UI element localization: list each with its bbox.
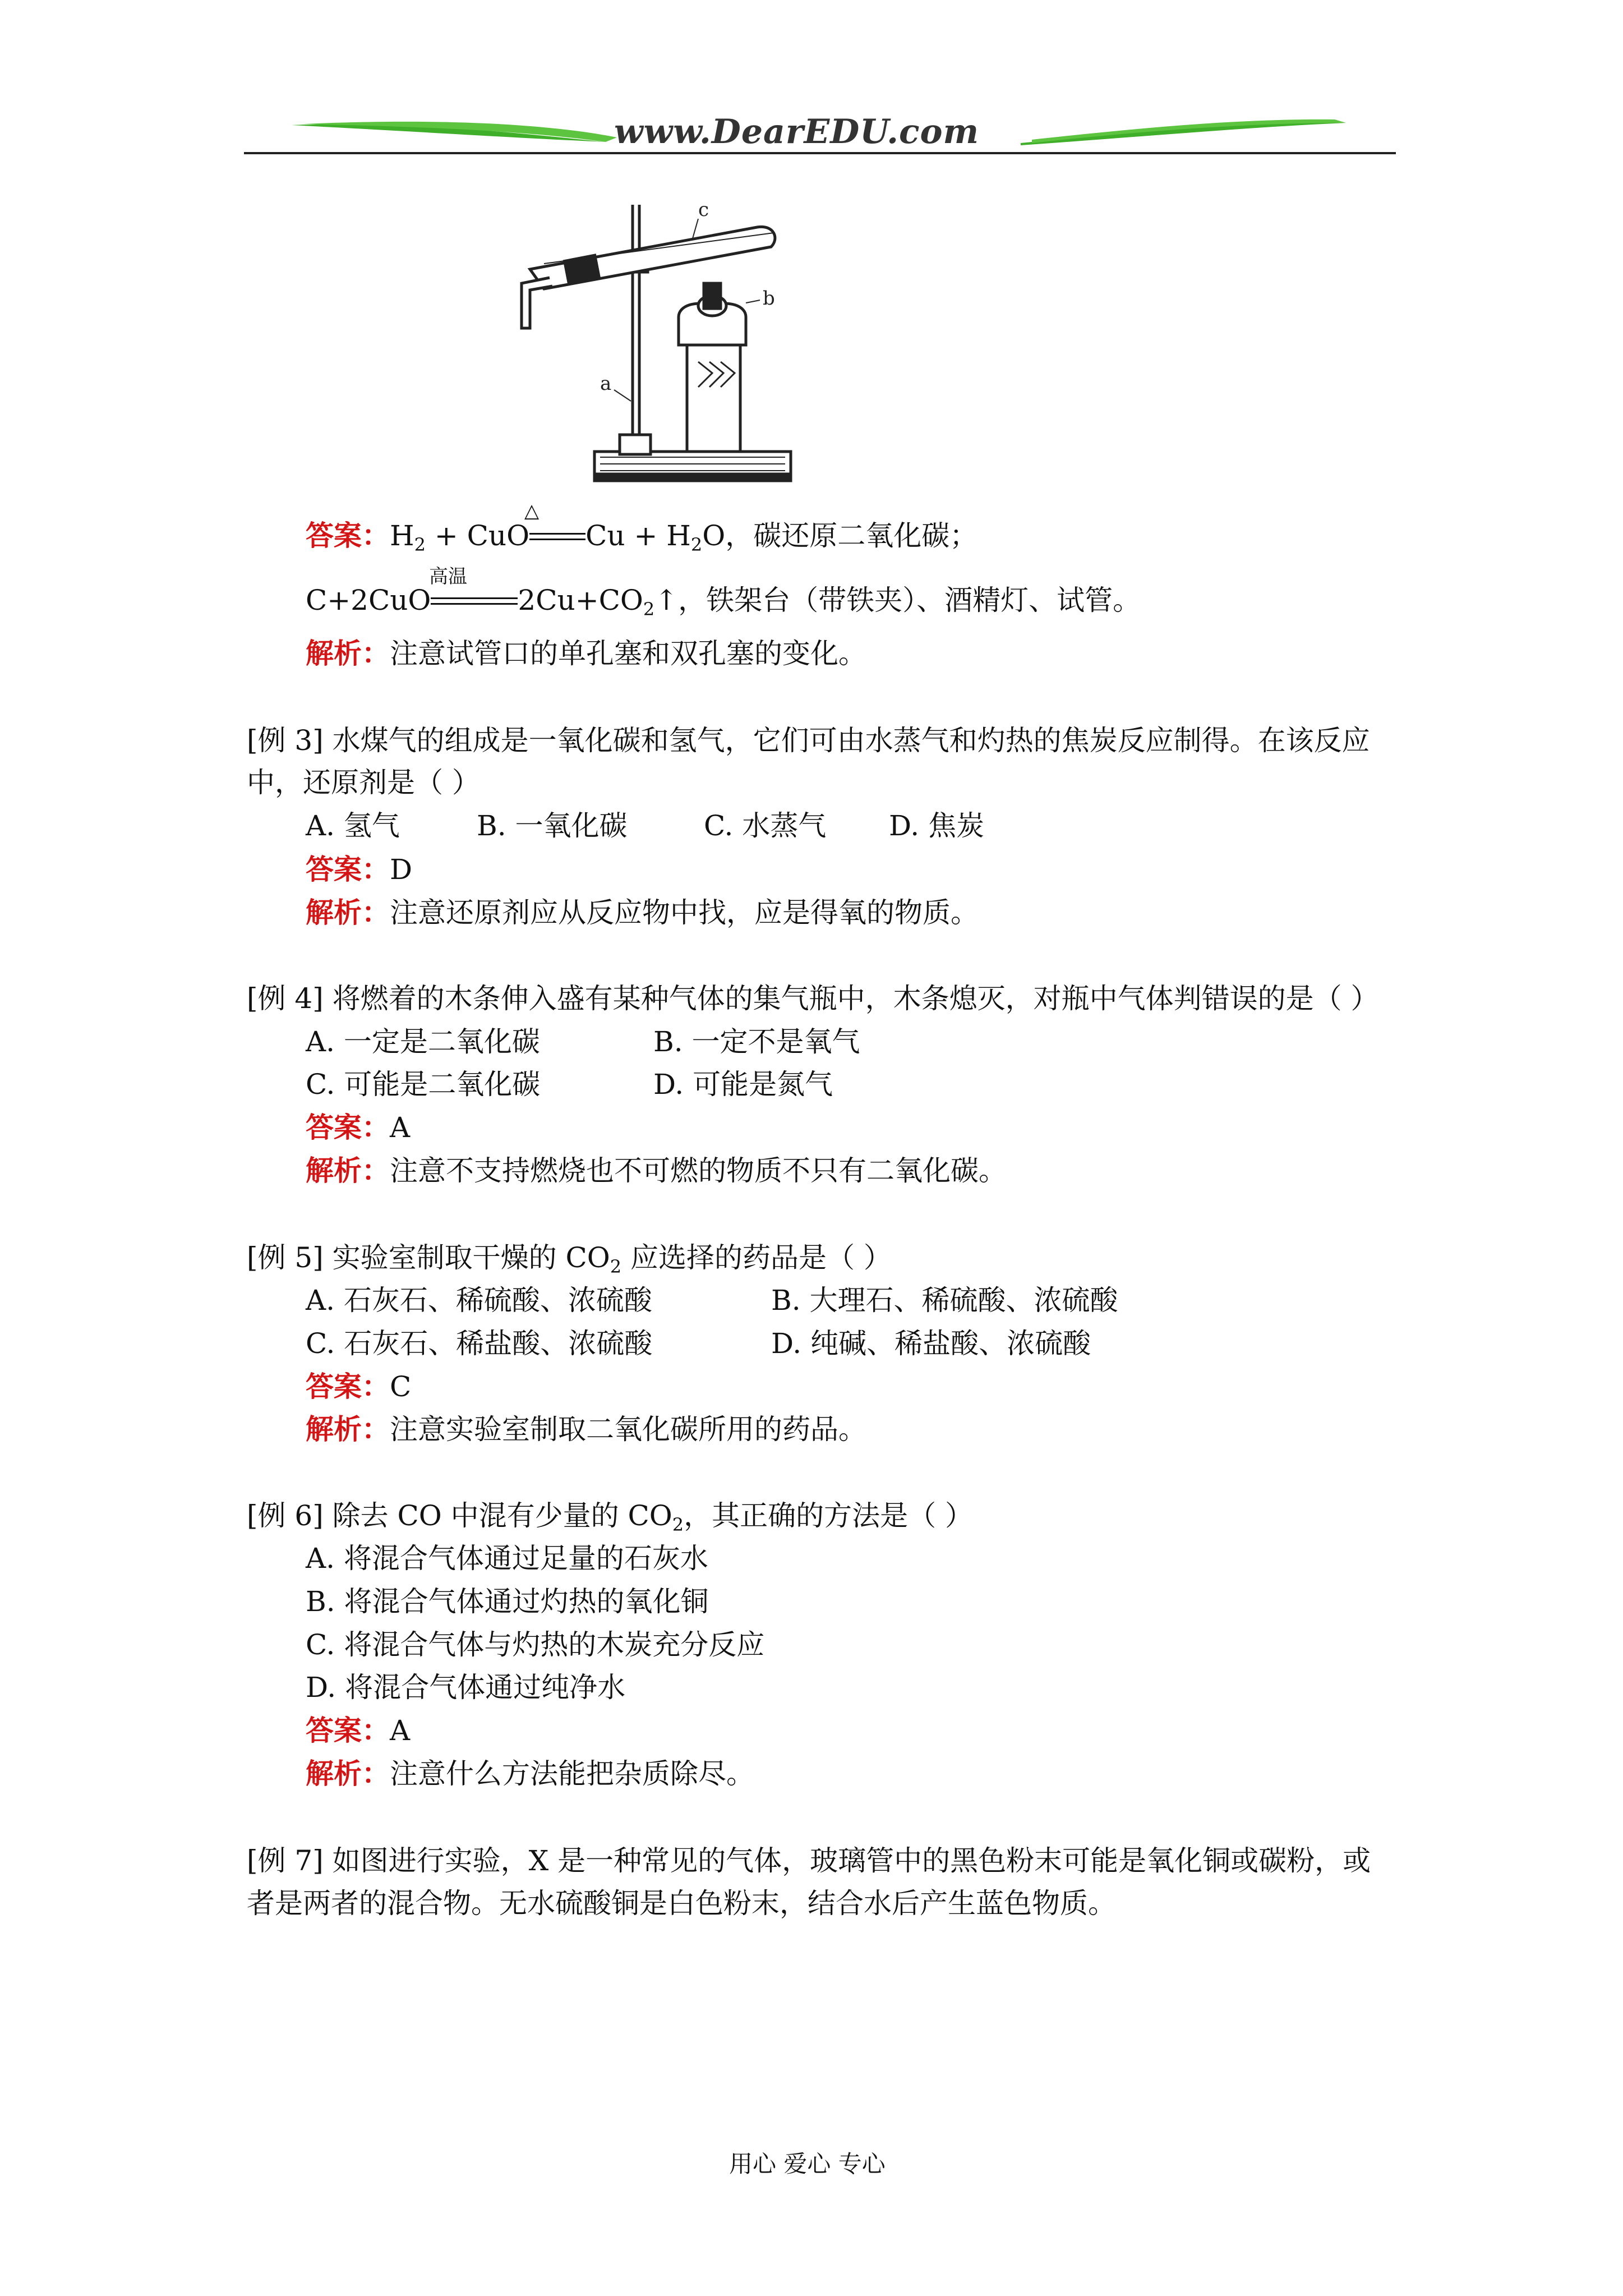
apparatus-figure — [510, 194, 802, 485]
option-b: B. 大理石、稀硫酸、浓硫酸 — [771, 1284, 1118, 1317]
heat-condition: △ — [524, 500, 540, 522]
option-a: A. 石灰石、稀硫酸、浓硫酸 — [306, 1284, 652, 1317]
question-text: [例 7] 如图进行实验，X 是一种常见的气体，玻璃管中的黑色粉末可能是氧化铜或碳粉，或 — [247, 1844, 1371, 1877]
analysis-line: 解析：注意还原剂应从反应物中找，应是得氧的物质。 — [306, 896, 979, 929]
question-text: 者是两者的混合物。无水硫酸铜是白色粉末，结合水后产生蓝色物质。 — [247, 1887, 1116, 1920]
analysis-line: 解析：注意什么方法能把杂质除尽。 — [306, 1757, 754, 1790]
answer-line: 答案：A — [306, 1111, 411, 1144]
option-a: A. 将混合气体通过足量的石灰水 — [306, 1542, 708, 1575]
answer-label: 答案： — [306, 519, 390, 552]
question-text: [例 4] 将燃着的木条伸入盛有某种气体的集气瓶中，木条熄灭，对瓶中气体判错误的是（ ） — [247, 982, 1379, 1015]
question-text: 中，还原剂是（ ） — [247, 766, 480, 799]
option-d: D. 纯碱、稀盐酸、浓硫酸 — [771, 1327, 1091, 1360]
analysis-line: 解析：注意实验室制取二氧化碳所用的药品。 — [306, 1412, 866, 1446]
high-temp-condition: 高温 — [429, 565, 467, 588]
option-b: B. 将混合气体通过灼热的氧化铜 — [306, 1585, 709, 1618]
option-b: B. 一定不是氧气 — [653, 1025, 860, 1058]
option-d: D. 将混合气体通过纯净水 — [306, 1671, 626, 1704]
option-a: A. 氢气 — [306, 809, 400, 842]
option-c: C. 将混合气体与灼热的木炭充分反应 — [306, 1628, 765, 1661]
question-text: [例 5] 实验室制取干燥的 $CO_2$ 应选择的药品是（ ） — [247, 1241, 892, 1277]
footer-motto: 用心 爱心 专心 — [729, 2150, 886, 2178]
option-d: D. 焦炭 — [889, 809, 985, 842]
eq1-line: 答案：$H_2$ + CuO $Cu + H_2O$，碳还原二氧化碳； — [306, 516, 978, 555]
option-c: C. 水蒸气 — [704, 809, 827, 842]
header-divider — [244, 152, 1396, 154]
question-text: [例 3] 水煤气的组成是一氧化碳和氢气，它们可由水蒸气和灼热的焦炭反应制得。在该反应 — [247, 724, 1370, 757]
answer-line: 答案：A — [306, 1714, 411, 1747]
answer-line: 答案：C — [306, 1370, 412, 1403]
option-a: A. 一定是二氧化碳 — [306, 1025, 540, 1058]
label-c: c — [698, 199, 709, 221]
option-b: B. 一氧化碳 — [477, 809, 628, 842]
label-b: b — [763, 287, 775, 310]
eq2-line: C+2CuO $2Cu+CO_2↑$，铁架台（带铁夹）、酒精灯、试管。 — [306, 581, 1141, 620]
site-logo-text[interactable]: www.DearEDU.com — [614, 112, 980, 151]
option-c: C. 石灰石、稀盐酸、浓硫酸 — [306, 1327, 653, 1360]
option-c: C. 可能是二氧化碳 — [306, 1068, 541, 1101]
question-text: [例 6] 除去 CO 中混有少量的 $CO_2$，其正确的方法是（ ） — [247, 1499, 974, 1535]
analysis-line: 解析：注意试管口的单孔塞和双孔塞的变化。 — [306, 637, 866, 670]
option-d: D. 可能是氮气 — [653, 1068, 833, 1101]
analysis-line: 解析：注意不支持燃烧也不可燃的物质不只有二氧化碳。 — [306, 1154, 1007, 1187]
answer-line: 答案：D — [306, 853, 413, 886]
label-a: a — [600, 372, 612, 395]
